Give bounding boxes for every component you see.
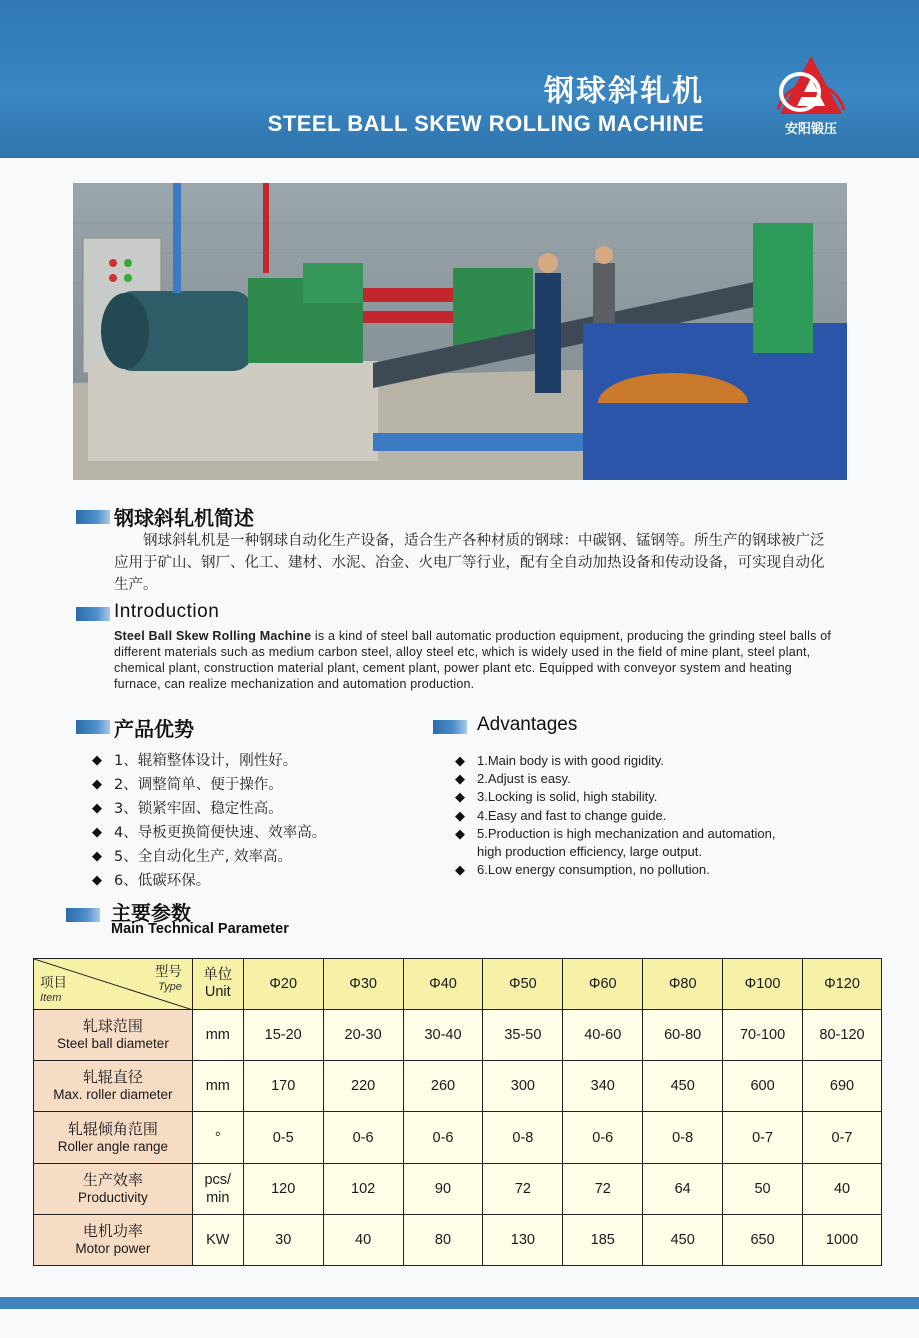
section-marker	[76, 607, 110, 621]
list-item	[92, 869, 326, 893]
table-row	[34, 1163, 882, 1214]
table-cell: 0-6	[323, 1112, 403, 1163]
row-label	[34, 1214, 193, 1265]
intro-cn-text: 钢球斜轧机是一种钢球自动化生产设备，适合生产各种材质的钢球：中碳钢、锰钢等。所生产的钢球被广泛应用于矿山、钢厂、化工、建材、水泥、冶金、火电厂等行业，配有全自动加热设备和传动设备，可实现自动化生产。	[114, 533, 825, 593]
list-item	[455, 788, 775, 806]
advantage-cn-2: 2、调整简单、便于操作。	[114, 777, 283, 793]
section-marker	[66, 908, 100, 922]
advantages-cn-heading: 产品优势	[114, 717, 194, 741]
column-header: Φ50	[483, 959, 563, 1010]
intro-en-text	[114, 628, 838, 692]
table-cell: 15-20	[243, 1010, 323, 1061]
column-header: Φ100	[723, 959, 803, 1010]
table-cell: 220	[323, 1061, 403, 1112]
row-label-cn: 轧辊直径	[82, 1069, 143, 1087]
corner-item-en: Item	[40, 992, 62, 1005]
table-cell: 102	[323, 1163, 403, 1214]
machine-photo	[73, 183, 847, 480]
advantages-cn-list	[92, 749, 326, 893]
column-header: Φ120	[803, 959, 882, 1010]
corner-type-cn: 型号	[154, 964, 182, 979]
diamond-bullet-icon: ◆	[455, 771, 465, 787]
list-item	[455, 752, 775, 770]
table-cell: 260	[403, 1061, 483, 1112]
table-cell: 80-120	[803, 1010, 882, 1061]
table-cell: 90	[403, 1163, 483, 1214]
diamond-bullet-icon: ◆	[455, 753, 465, 768]
unit-cell: mm	[192, 1010, 243, 1061]
table-cell: 60-80	[643, 1010, 723, 1061]
list-item	[455, 770, 775, 788]
advantage-en-5-cont: high production efficiency, large output.	[477, 844, 702, 860]
table-cell: 170	[243, 1061, 323, 1112]
table-cell: 72	[483, 1163, 563, 1214]
table-row	[34, 1010, 882, 1061]
table-header-row	[34, 959, 882, 1010]
table-cell: 650	[723, 1214, 803, 1265]
table-cell: 130	[483, 1214, 563, 1265]
table-cell: 340	[563, 1061, 643, 1112]
column-header: Φ30	[323, 959, 403, 1010]
table-row	[34, 1112, 882, 1163]
table-cell: 35-50	[483, 1010, 563, 1061]
row-label-en: Max. roller diameter	[53, 1087, 173, 1103]
row-label-en: Roller angle range	[57, 1138, 169, 1154]
row-label-cn: 轧球范围	[82, 1018, 143, 1036]
column-header: Φ80	[643, 959, 723, 1010]
row-label-cn: 生产效率	[82, 1171, 143, 1189]
table-cell: 690	[803, 1061, 882, 1112]
table-cell: 185	[563, 1214, 643, 1265]
table-cell: 80	[403, 1214, 483, 1265]
table-cell: 0-8	[643, 1112, 723, 1163]
intro-en-lead: Steel Ball Skew Rolling Machine	[114, 629, 312, 643]
table-cell: 0-7	[723, 1112, 803, 1163]
list-item	[92, 749, 326, 773]
table-cell: 600	[723, 1061, 803, 1112]
advantages-en-heading: Advantages	[477, 714, 578, 735]
title-cn: 钢球斜轧机	[544, 74, 704, 109]
table-cell: 72	[563, 1163, 643, 1214]
table-cell: 0-5	[243, 1112, 323, 1163]
table-cell: 0-8	[483, 1112, 563, 1163]
title-en: STEEL BALL SKEW ROLLING MACHINE	[267, 111, 704, 136]
advantage-en-2: 2.Adjust is easy.	[477, 771, 571, 787]
corner-type-en: Type	[158, 981, 182, 993]
list-item	[92, 773, 326, 797]
advantages-en-list	[455, 752, 775, 879]
diamond-bullet-icon: ◆	[92, 801, 102, 816]
intro-en-heading: Introduction	[114, 601, 220, 622]
corner-item-cn: 项目	[40, 975, 67, 991]
diamond-bullet-icon: ◆	[92, 825, 102, 840]
parameter-table	[33, 958, 882, 1266]
unit-cell: °	[192, 1112, 243, 1163]
table-cell: 30	[243, 1214, 323, 1265]
section-marker	[76, 510, 110, 524]
logo-text: 安阳锻压	[784, 122, 837, 137]
advantage-cn-6: 6、低碳环保。	[114, 873, 211, 889]
unit-header-en: Unit	[204, 984, 231, 1001]
advantage-cn-4: 4、导板更换简便快速、效率高。	[114, 825, 327, 841]
footer-bar	[0, 1297, 919, 1309]
table-cell: 40	[803, 1163, 882, 1214]
advantage-cn-3: 3、锁紧牢固、稳定性高。	[114, 801, 283, 817]
params-heading-cn: 主要参数	[111, 901, 191, 925]
row-label-cn: 电机功率	[82, 1222, 143, 1240]
row-label	[34, 1061, 193, 1112]
unit-cell: pcs/ min	[192, 1163, 243, 1214]
table-cell: 0-6	[563, 1112, 643, 1163]
row-label-en: Steel ball diameter	[57, 1036, 169, 1052]
advantage-cn-5: 5、全自动化生产, 效率高。	[114, 849, 292, 865]
advantage-en-1: 1.Main body is with good rigidity.	[477, 753, 664, 768]
intro-cn-heading: 钢球斜轧机简述	[114, 506, 254, 530]
table-cell: 40	[323, 1214, 403, 1265]
diamond-bullet-icon: ◆	[92, 777, 102, 792]
table-cell: 1000	[803, 1214, 882, 1265]
table-cell: 40-60	[563, 1010, 643, 1061]
section-marker	[76, 720, 110, 734]
column-header: Φ60	[563, 959, 643, 1010]
table-cell: 20-30	[323, 1010, 403, 1061]
advantage-en-5: 5.Production is high mechanization and automation,	[477, 825, 776, 841]
diamond-bullet-icon: ◆	[455, 862, 465, 878]
advantage-en-3: 3.Locking is solid, high stability.	[477, 789, 658, 805]
corner-cell	[34, 959, 193, 1010]
advantage-en-4: 4.Easy and fast to change guide.	[477, 807, 667, 823]
header-band	[0, 0, 919, 158]
list-item	[92, 821, 326, 845]
row-label-en: Productivity	[78, 1189, 148, 1205]
unit-header-cn: 单位	[203, 967, 233, 984]
table-cell: 450	[643, 1214, 723, 1265]
table-cell: 0-7	[803, 1112, 882, 1163]
column-header: Φ20	[243, 959, 323, 1010]
table-cell: 64	[643, 1163, 723, 1214]
diamond-bullet-icon: ◆	[92, 753, 102, 768]
table-cell: 70-100	[723, 1010, 803, 1061]
diamond-bullet-icon: ◆	[92, 849, 102, 864]
list-item	[92, 797, 326, 821]
diamond-bullet-icon: ◆	[455, 789, 465, 805]
params-heading-en: Main Technical Parameter	[111, 921, 289, 937]
table-cell: 50	[723, 1163, 803, 1214]
table-cell: 450	[643, 1061, 723, 1112]
diamond-bullet-icon: ◆	[455, 825, 465, 841]
list-item	[455, 825, 775, 861]
table-row	[34, 1061, 882, 1112]
diamond-bullet-icon: ◆	[455, 807, 465, 823]
unit-cell: KW	[192, 1214, 243, 1265]
intro-en-body: is a kind of steel ball automatic production equipment, producing the grinding steel balls of different materials such as medium carbon steel, alloy steel etc, which is widely used in the field of mine plant, steel plant, chemical plant, construction material plant, cement plant, power plant etc. Equipped with conveyor system and heating furnace, can realize mechanization and automation production.	[114, 629, 832, 691]
unit-cell: mm	[192, 1061, 243, 1112]
row-label-en: Motor power	[75, 1240, 151, 1256]
column-header: Φ40	[403, 959, 483, 1010]
table-cell: 30-40	[403, 1010, 483, 1061]
list-item	[92, 845, 326, 869]
table-cell: 0-6	[403, 1112, 483, 1163]
advantage-en-6: 6.Low energy consumption, no pollution.	[477, 862, 710, 878]
diamond-bullet-icon: ◆	[92, 873, 102, 888]
section-marker	[433, 720, 467, 734]
row-label	[34, 1112, 193, 1163]
table-row	[34, 1214, 882, 1265]
list-item	[455, 861, 775, 879]
row-label	[34, 1163, 193, 1214]
table-cell: 300	[483, 1061, 563, 1112]
table-cell: 120	[243, 1163, 323, 1214]
row-label	[34, 1010, 193, 1061]
row-label-cn: 轧辊倾角范围	[67, 1120, 158, 1138]
unit-header	[192, 959, 243, 1010]
advantage-cn-1: 1、辊箱整体设计，刚性好。	[114, 753, 298, 769]
list-item	[455, 807, 775, 825]
